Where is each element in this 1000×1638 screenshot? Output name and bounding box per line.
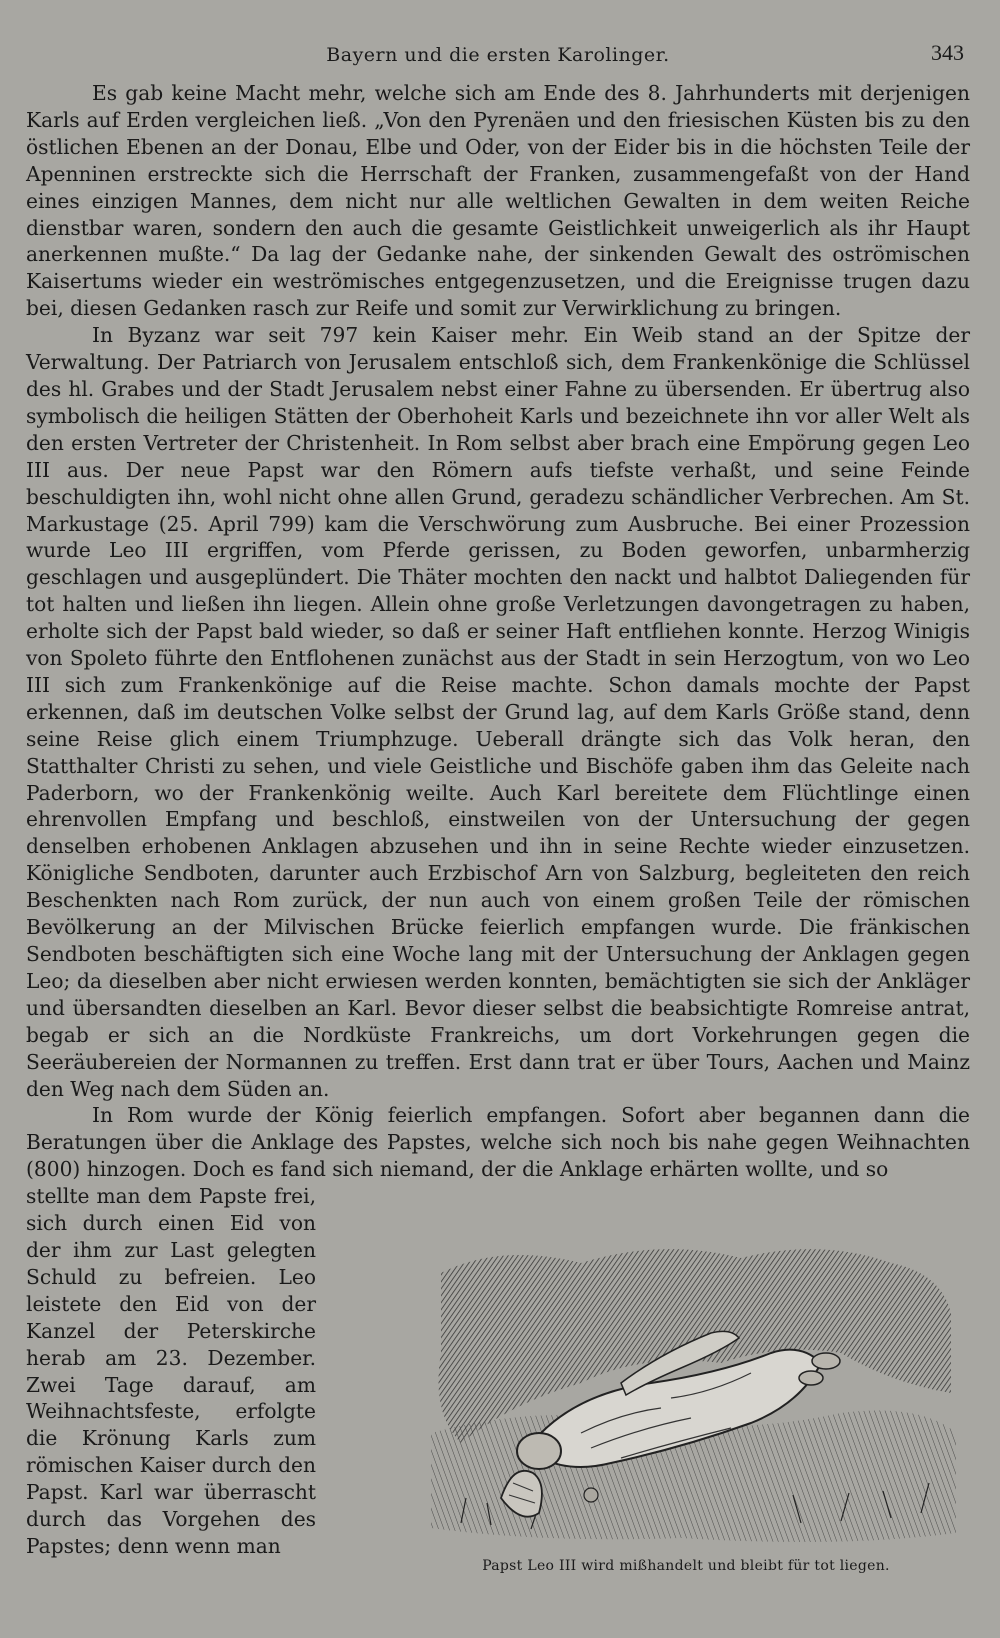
page-number: 343 <box>931 40 964 65</box>
illustration <box>421 1233 961 1573</box>
engraving-pope-lying-icon <box>421 1233 961 1553</box>
running-head <box>26 40 970 80</box>
paragraph-2: In Byzanz war seit 797 kein Kaiser mehr. Ein Weib stand an der Spitze der Verwaltung. Der Patriarch von Jerusalem entschloß sich, dem Frankenkönige die Schlüssel des hl. Grabes und der Stadt Jerusalem nebst einer Fahne zu übersenden. Er übertrug also symbolisch die heiligen Stätten der Oberhoheit Karls und bezeichnete ihn vor aller Welt als den ersten Vertreter der Christenheit. In Rom selbst aber brach eine Empörung gegen Leo III aus. Der neue Papst war den Römern aufs tiefste verhaßt, und seine Feinde beschuldigten ihn, wohl nicht ohne allen Grund, geradezu schändlicher Verbrechen. Am St. Markustage (25. April 799) kam die Verschwörung zum Ausbruche. Bei einer Prozession wurde Leo III ergriffen, vom Pferde gerissen, zu Boden geworfen, unbarmherzig geschlagen und ausgeplündert. Die Thäter mochten den nackt und halbtot Daliegenden für tot halten und ließen ihn liegen. Allein ohne große Verletzungen davongetragen zu haben, erholte sich der Papst bald wieder, so daß er seiner Haft entfliehen konnte. Herzog Winigis von Spoleto führte den Entflohenen zunächst aus der Stadt in sein Herzogtum, von wo Leo III sich zum Frankenkönige auf die Reise machte. Schon damals mochte der Papst erkennen, daß im deutschen Volke selbst der Grund lag, auf dem Karls Größe stand, denn seine Reise glich einem Triumphzuge. Ueberall drängte sich das Volk heran, den Statthalter Christi zu sehen, und viele Geistliche und Bischöfe gaben ihm das Geleite nach Paderborn, wo der Frankenkönig weilte. Auch Karl bereitete dem Flüchtlinge einen ehrenvollen Empfang und beschloß, einstweilen von der Untersuchung der gegen denselben erhobenen Anklagen abzusehen und ihn in seine Rechte wieder einzusetzen. Königliche Sendboten, darunter auch Erzbischof Arn von Salzburg, begleiteten den reich Beschenkten nach Rom zurück, der nun auch von einem großen Teile der römischen Bevölkerung an der Milvischen Brücke feierlich empfangen wurde. Die fränkischen Sendboten beschäftigten sich eine Woche lang mit der Untersuchung der Anklagen gegen Leo; da dieselben aber nicht erwiesen werden konnten, bemächtigten sie sich der Ankläger und übersandten dieselben an Karl. Bevor dieser selbst die beabsichtigte Romreise antrat, begab er sich an die Nordküste Frankreichs, um dort Vorkehrungen gegen die Seeräubereien der Normannen zu treffen. Erst dann trat er über Tours, Aachen und Mainz den Weg nach dem Süden an. <box>26 323 970 1101</box>
paragraph-3: In Rom wurde der König feierlich empfangen. Sofort aber begannen dann die Beratungen über die Anklage des Papstes, welche sich noch bis nahe gegen Weihnachten (800) hinzogen. Doch es fand sich niemand, der die Anklage erhärten wollte, und so <box>26 1103 970 1182</box>
side-column-text: stellte man dem Papste frei, sich durch einen Eid von der ihm zur Last gelegten Schuld zu befreien. Leo leistete den Eid von der Kanzel der Peterskirche herab am 23. Dezember. Zwei Tage darauf, am Weihnachtsfeste, erfolgte die Krönung Karls zum römischen Kaiser durch den Papst. Karl war überrascht durch das Vorgehen des Papstes; denn wenn man <box>26 1184 316 1558</box>
running-title: Bayern und die ersten Karolinger. <box>326 44 670 66</box>
body-text <box>26 80 970 1183</box>
figure-caption: Papst Leo III wird mißhandelt und bleibt für tot liegen. <box>482 1558 890 1575</box>
paragraph-1: Es gab keine Macht mehr, welche sich am Ende des 8. Jahrhunderts mit derjenigen Karls auf Erden vergleichen ließ. „Von den Pyrenäen und den friesischen Küsten bis zu den östlichen Ebenen an der Donau, Elbe und Oder, von der Eider bis in die höchsten Teile der Apenninen erstreckte sich die Herrschaft der Franken, zusammengefaßt von der Hand eines einzigen Mannes, dem nicht nur alle weltlichen Gewalten in dem weiten Reiche dienstbar waren, sondern den auch die gesamte Geistlichkeit unweigerlich als ihr Haupt anerkennen mußte.“ Da lag der Gedanke nahe, der sinkenden Gewalt des oströmischen Kaisertums wieder ein weströmisches entgegenzusetzen, und die Ereignisse trugen dazu bei, diesen Gedanken rasch zur Reife und somit zur Verwirklichung zu bringen. <box>26 81 970 321</box>
lower-section <box>26 1183 970 1575</box>
